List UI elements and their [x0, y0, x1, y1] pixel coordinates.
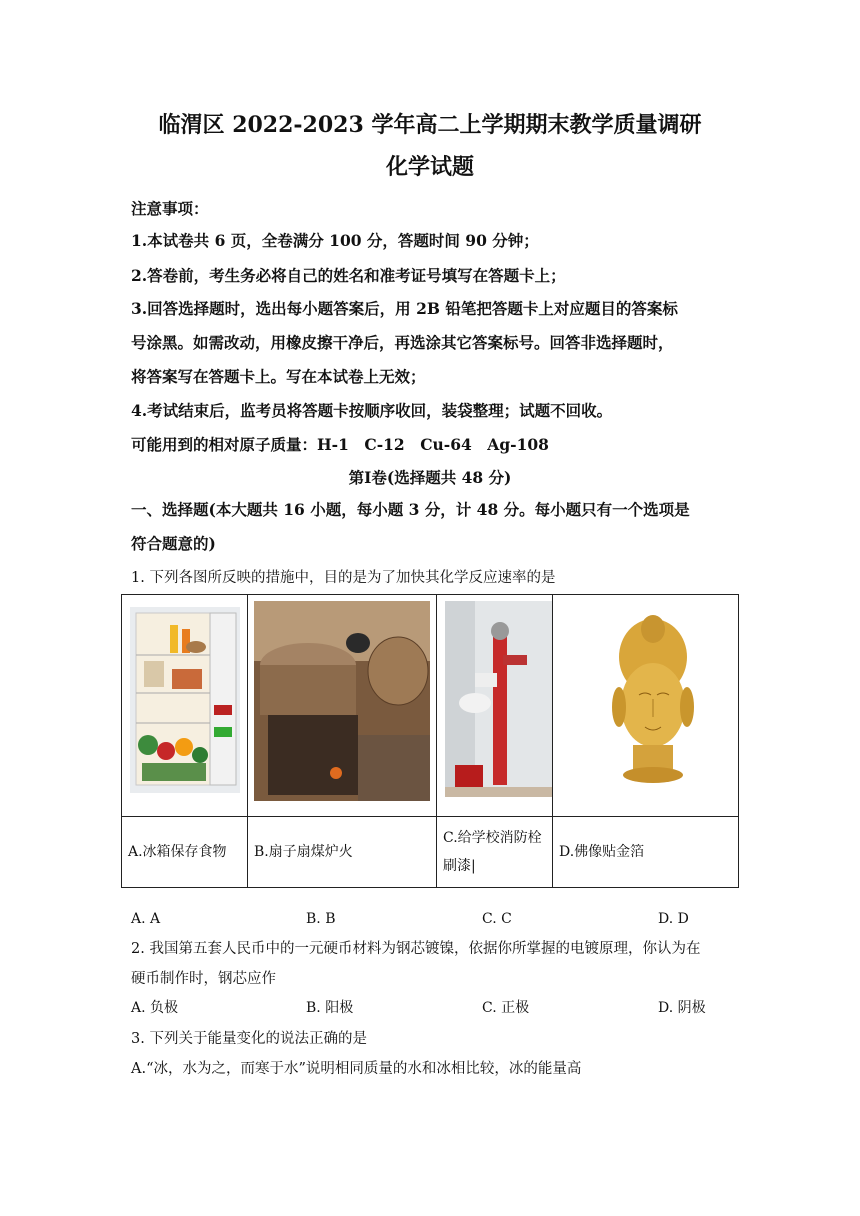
figure-cell: [248, 595, 437, 817]
figure-cell: [437, 595, 553, 817]
figure-caption-a: A.冰箱保存食物: [122, 817, 248, 888]
q2-option-a: A. 负极: [131, 1000, 179, 1016]
notice-item: 1.本试卷共 6 页，全卷满分 100 分，答题时间 90 分钟；: [131, 231, 539, 250]
notice-item: 4.考试结束后，监考员将答题卡按顺序收回，装袋整理；试题不回收。: [131, 401, 613, 420]
figure-caption-c: C.给学校消防栓刷漆|: [437, 817, 553, 888]
section-title: 第Ⅰ卷(选择题共 48 分): [348, 468, 512, 487]
notice-item: 2.答卷前，考生务必将自己的姓名和准考证号填写在答题卡上；: [131, 266, 566, 285]
question-3-stem: 3. 下列关于能量变化的说法正确的是: [131, 1031, 367, 1047]
figure-cell: [553, 595, 739, 817]
gilded-buddha-head-image: [553, 595, 738, 812]
q2-option-c: C. 正极: [482, 1000, 530, 1016]
atomic-mass-line: 可能用到的相对原子质量：H-1 C-12 Cu-64 Ag-108: [131, 435, 549, 454]
notice-heading: 注意事项：: [131, 199, 209, 218]
exam-title: 临渭区 2022-2023 学年高二上学期期末教学质量调研: [158, 112, 702, 138]
question-2-stem: 2. 我国第五套人民币中的一元硬币材料为钢芯镀镍，依据你所掌握的电镀原理，你认为在: [131, 941, 701, 957]
q1-option-d: D. D: [658, 911, 689, 927]
q1-option-a: A. A: [131, 911, 161, 927]
question-1-stem: 1. 下列各图所反映的措施中，目的是为了加快其化学反应速率的是: [131, 570, 556, 586]
notice-item: 3.回答选择题时，选出每小题答案后，用 2B 铅笔把答题卡上对应题目的答案标: [131, 299, 678, 318]
fan-coal-stove-image: [248, 595, 436, 812]
fridge-image: [122, 595, 247, 812]
notice-item: 号涂黑。如需改动，用橡皮擦干净后，再选涂其它答案标号。回答非选择题时，: [131, 333, 674, 352]
fire-hydrant-painting-image: [437, 595, 552, 812]
notice-item: 将答案写在答题卡上。写在本试卷上无效；: [131, 367, 426, 386]
q1-option-b: B. B: [306, 911, 336, 927]
section-intro: 一、选择题(本大题共 16 小题，每小题 3 分，计 48 分。每小题只有一个选项是: [131, 500, 690, 519]
q1-option-c: C. C: [482, 911, 512, 927]
figure-caption-d: D.佛像贴金箔: [553, 817, 739, 888]
exam-subtitle: 化学试题: [385, 154, 474, 180]
question-1-figure-table: [121, 594, 739, 888]
section-intro: 符合题意的): [131, 534, 216, 553]
q2-option-b: B. 阳极: [306, 1000, 354, 1016]
question-2-stem: 硬币制作时，钢芯应作: [131, 971, 276, 987]
q3-option-a: A.“冰，水为之，而寒于水”说明相同质量的水和冰相比较，冰的能量高: [131, 1061, 582, 1077]
q2-option-d: D. 阴极: [658, 1000, 706, 1016]
figure-caption-b: B.扇子扇煤炉火: [248, 817, 437, 888]
figure-cell: [122, 595, 248, 817]
